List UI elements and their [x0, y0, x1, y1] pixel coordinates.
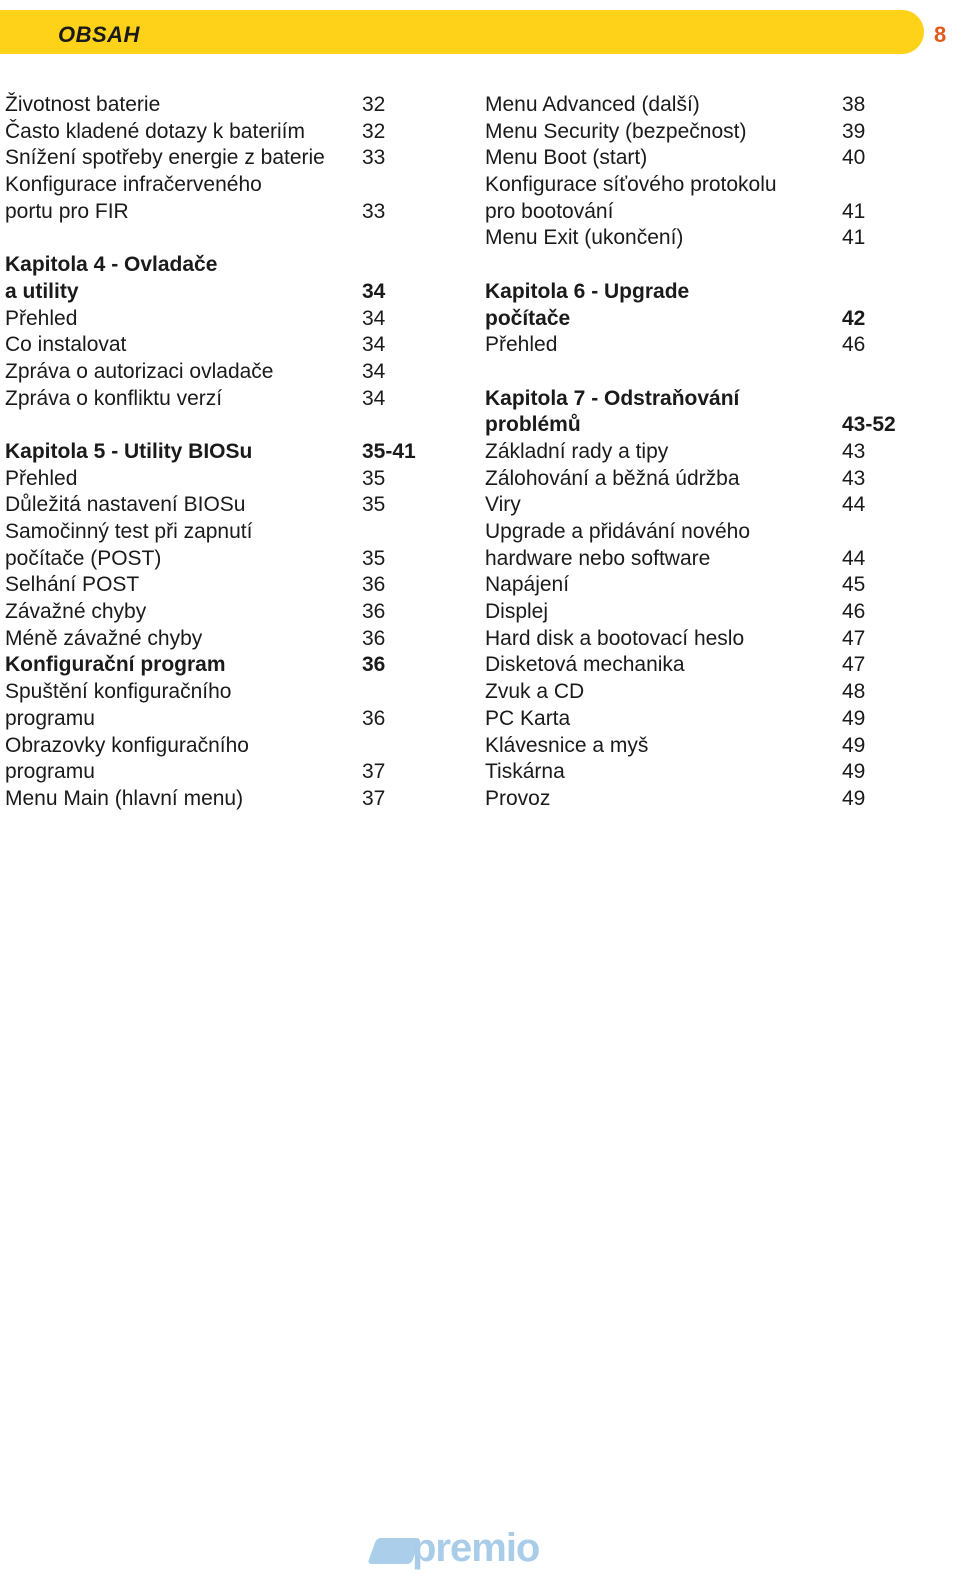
toc-entry-title: Snížení spotřeby energie z baterie: [5, 146, 325, 170]
toc-entry-title: Menu Boot (start): [485, 146, 648, 170]
toc-entry: [5, 252, 425, 279]
toc-entry: [5, 332, 425, 359]
toc-entry-title: počítače (POST): [5, 546, 162, 570]
toc-entry-title: Základní rady a tipy: [485, 439, 669, 463]
toc-entry-page: 46: [842, 600, 866, 624]
toc-entry: [5, 492, 425, 519]
toc-entry: [485, 386, 905, 413]
toc-entry-title: Viry: [485, 493, 521, 517]
toc-entry-page: 39: [842, 119, 866, 143]
toc-entry-title: Napájení: [485, 573, 570, 597]
toc-entry-title: Kapitola 6 - Upgrade: [485, 279, 690, 303]
toc-entry-title: Klávesnice a myš: [485, 733, 649, 757]
toc-entry-title: Přehled: [485, 333, 558, 357]
page-number: 8: [934, 22, 947, 47]
toc-entry-page: 41: [842, 199, 866, 223]
toc-entry: [485, 519, 905, 546]
toc-entry-title: Menu Advanced (další): [485, 93, 700, 116]
toc-entry: [5, 439, 425, 466]
toc-entry-page: 32: [362, 119, 386, 143]
toc-entry: [5, 199, 425, 226]
toc-entry: [485, 172, 905, 199]
toc-entry: [5, 599, 425, 626]
toc-entry-page: 43: [842, 466, 866, 490]
toc-entry-title: Často kladené dotazy k bateriím: [5, 119, 305, 143]
toc-entry: [5, 546, 425, 573]
toc-entry-page: 49: [842, 760, 866, 784]
toc-entry-title: Konfigurační program: [5, 653, 226, 677]
toc-entry-title: Displej: [485, 600, 549, 624]
toc-entry-title: Selhání POST: [5, 573, 140, 597]
toc-entry-page: 35: [362, 546, 386, 570]
page-title: OBSAH: [58, 22, 140, 47]
toc-entry: [485, 492, 905, 519]
toc-right-column: [485, 92, 905, 813]
toc-entry: [485, 599, 905, 626]
toc-entry-page: 32: [362, 93, 386, 116]
toc-entry: [485, 572, 905, 599]
toc-entry-title: portu pro FIR: [5, 199, 129, 223]
toc-entry-page: 41: [842, 226, 866, 250]
toc-entry-title: Menu Security (bezpečnost): [485, 119, 747, 143]
toc-entry-title: a utility: [5, 279, 79, 303]
toc-entry-page: 49: [842, 733, 866, 757]
toc-entry-page: 49: [842, 786, 866, 810]
toc-entry: [5, 572, 425, 599]
toc-entry-page: 35-41: [362, 439, 416, 463]
toc-entry-title: Zálohování a běžná údržba: [485, 466, 740, 490]
toc-entry-title: Závažné chyby: [5, 600, 147, 624]
toc-entry-title: pro bootování: [485, 199, 614, 223]
toc-entry-title: hardware nebo software: [485, 546, 711, 570]
toc-entry-title: Zvuk a CD: [485, 680, 585, 704]
toc-entry-title: Menu Exit (ukončení): [485, 226, 684, 250]
toc-entry-title: Kapitola 4 - Ovladače: [5, 253, 218, 277]
toc-entry-page: 35: [362, 493, 386, 517]
toc-entry: [485, 306, 905, 333]
toc-entry-page: 34: [362, 333, 386, 357]
toc-entry: [5, 626, 425, 653]
toc-entry: [5, 466, 425, 493]
toc-entry: [5, 172, 425, 199]
toc-entry: [5, 359, 425, 386]
toc-entry-title: Zpráva o autorizaci ovladače: [5, 359, 274, 383]
toc-entry: [5, 306, 425, 333]
toc-entry: [485, 733, 905, 760]
toc-entry: [485, 626, 905, 653]
toc-entry-title: Kapitola 5 - Utility BIOSu: [5, 439, 253, 463]
toc-entry-page: 36: [362, 600, 386, 624]
toc-entry-title: Co instalovat: [5, 333, 127, 357]
toc-entry: [5, 92, 425, 119]
toc-entry-title: Konfigurace infračerveného: [5, 173, 262, 197]
toc-entry-page: 34: [362, 306, 386, 330]
toc-entry: [5, 733, 425, 760]
toc-entry-page: 37: [362, 760, 386, 784]
toc-entry-page: 37: [362, 786, 386, 810]
toc-entry-page: 35: [362, 466, 386, 490]
toc-entry: [485, 759, 905, 786]
toc-entry-page: 43: [842, 439, 866, 463]
toc-entry-page: 40: [842, 146, 866, 170]
toc-entry-title: Kapitola 7 - Odstraňování: [485, 386, 740, 410]
toc-entry: [485, 279, 905, 306]
toc-entry-page: 36: [362, 573, 386, 597]
toc-entry: [485, 652, 905, 679]
toc-entry-title: Tiskárna: [485, 760, 565, 784]
toc-entry-title: Samočinný test při zapnutí: [5, 520, 253, 543]
toc-entry-page: 36: [362, 653, 386, 677]
toc-entry-title: Menu Main (hlavní menu): [5, 786, 244, 810]
toc-entry-title: programu: [5, 760, 95, 784]
toc-entry: [485, 119, 905, 146]
toc-entry-page: 45: [842, 573, 866, 597]
toc-entry-page: 34: [362, 279, 386, 303]
toc-entry: [5, 786, 425, 813]
toc-entry-title: Provoz: [485, 786, 551, 810]
toc-entry-page: 33: [362, 199, 386, 223]
toc-entry: [5, 652, 425, 679]
toc-entry: [5, 386, 425, 413]
toc-entry-title: Přehled: [5, 466, 78, 490]
premio-logo: [372, 1524, 552, 1574]
logo-text: premio: [412, 1526, 540, 1570]
toc-entry: [5, 119, 425, 146]
toc-entry-page: 33: [362, 146, 386, 170]
toc-entry-page: 34: [362, 359, 386, 383]
toc-entry: [5, 279, 425, 306]
toc-entry-page: 36: [362, 706, 386, 730]
toc-entry-title: PC Karta: [485, 706, 571, 730]
toc-entry-page: 42: [842, 306, 866, 330]
toc-entry-page: 49: [842, 706, 866, 730]
toc-entry: [485, 546, 905, 573]
toc-entry-page: 44: [842, 546, 866, 570]
toc-entry: [485, 786, 905, 813]
toc-entry: [485, 679, 905, 706]
toc-entry-title: Životnost baterie: [5, 93, 161, 116]
toc-entry-title: Spuštění konfiguračního: [5, 680, 232, 704]
toc-entry: [485, 145, 905, 172]
toc-entry: [485, 706, 905, 733]
toc-entry: [485, 412, 905, 439]
toc-entry-title: Méně závažné chyby: [5, 626, 203, 650]
toc-entry-title: Hard disk a bootovací heslo: [485, 626, 745, 650]
toc-entry-title: Obrazovky konfiguračního: [5, 733, 249, 757]
toc-entry-page: 47: [842, 653, 866, 677]
toc-entry: [485, 439, 905, 466]
toc-entry: [5, 706, 425, 733]
toc-entry-title: Důležitá nastavení BIOSu: [5, 493, 246, 517]
toc-entry-title: Disketová mechanika: [485, 653, 685, 677]
toc-entry-page: 48: [842, 680, 866, 704]
toc-entry-title: počítače: [485, 306, 571, 330]
toc-entry-title: Konfigurace síťového protokolu: [485, 173, 777, 197]
toc-entry-page: 34: [362, 386, 386, 410]
toc-entry-page: 43-52: [842, 413, 896, 437]
toc-entry-title: Přehled: [5, 306, 78, 330]
toc-entry: [485, 332, 905, 359]
toc-entry: [485, 225, 905, 252]
toc-entry-page: 44: [842, 493, 866, 517]
toc-entry-page: 46: [842, 333, 866, 357]
toc-entry-page: 38: [842, 93, 866, 116]
toc-entry-title: problémů: [485, 413, 581, 437]
toc-entry-title: Zpráva o konfliktu verzí: [5, 386, 223, 410]
toc-entry: [5, 759, 425, 786]
toc-entry: [5, 145, 425, 172]
toc-entry: [5, 679, 425, 706]
toc-entry-page: 47: [842, 626, 866, 650]
toc-entry: [485, 466, 905, 493]
toc-entry-page: 36: [362, 626, 386, 650]
toc-entry: [485, 92, 905, 119]
toc-entry: [5, 519, 425, 546]
toc-entry: [485, 199, 905, 226]
toc-entry-title: Upgrade a přidávání nového: [485, 520, 751, 543]
toc-left-column: [5, 92, 425, 813]
toc-entry-title: programu: [5, 706, 95, 730]
